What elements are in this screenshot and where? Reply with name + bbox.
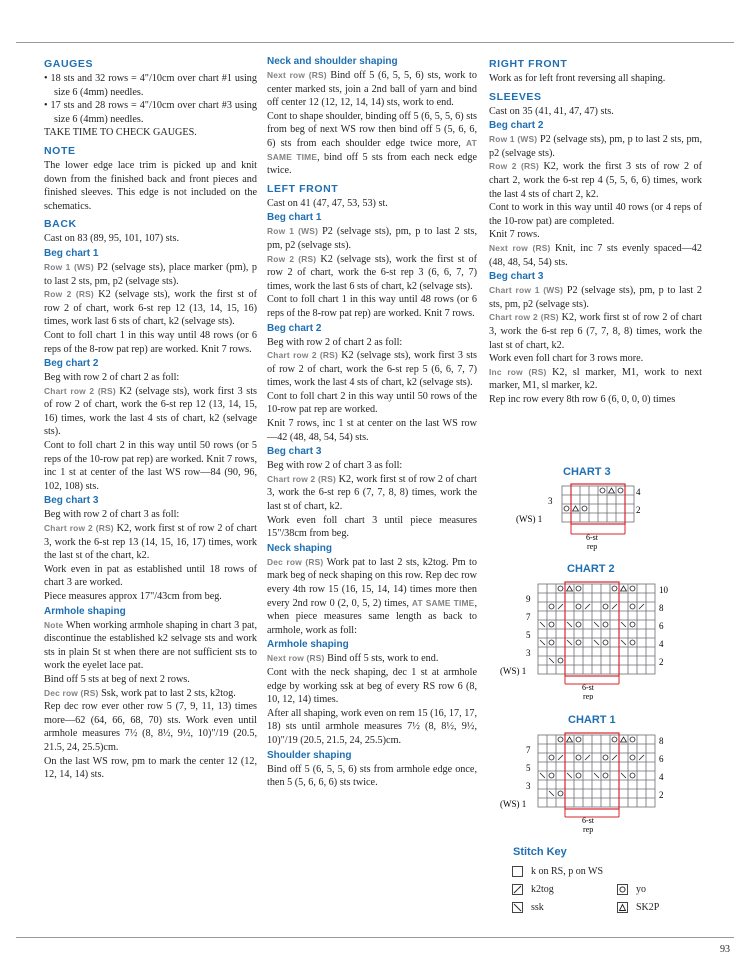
neck-shoulder-heading: Neck and shoulder shaping xyxy=(267,56,398,67)
sl-row1: Row 1 (WS) P2 (selvage sts), pm, p to last 2 sts, pm, p2 (selvage sts). xyxy=(489,134,703,159)
back-heading: BACK xyxy=(44,218,77,231)
lf-neck-heading: Neck shaping xyxy=(267,542,333,554)
gauge-bullet-2: • 17 sts and 28 rows = 4"/10cm over chart #3 using size 6 (4mm) needles. xyxy=(44,100,257,125)
note-heading: NOTE xyxy=(44,144,76,157)
back-bind-off: Bind off 5 sts at beg of next 2 rows. xyxy=(44,673,190,685)
chart1-row-label-8: 8 xyxy=(659,736,664,746)
back-dec-row: Dec row (RS) Ssk, work pat to last 2 sts, k2tog. xyxy=(44,687,236,699)
lf-armhole-next: Next row (RS) Bind off 5 sts, work to end. xyxy=(267,653,439,665)
chart2-row-label-5: 5 xyxy=(526,630,531,640)
chart2-row-label-9: 9 xyxy=(526,594,531,604)
sl-chart-row2: Chart row 2 (RS) K2, work first st of row 2 of chart 3, work the 6-st rep 6 (7, 7, 8, 8) times, work the last st of chart, k2. xyxy=(489,312,702,351)
sl-next-row: Next row (RS) Knit, inc 7 sts evenly spaced—42 (48, 48, 54, 54) sts. xyxy=(489,242,702,268)
key-label-k2tog: k2tog xyxy=(531,884,554,895)
chart2-rep-label-2: rep xyxy=(583,692,594,700)
chart3-rep-label: 6-st xyxy=(586,533,598,542)
lf-beg-row2: Beg with row 2 of chart 2 as foll: xyxy=(267,336,403,348)
back-rep-dec: Rep dec row ever other row 5 (7, 9, 11, 13) times more—62 (64, 66, 68, 70) sts. Work even until armhole measures 7½ (8, 8½, 9½, 10)"/19 (20.5, 21.5, 24, 25.5)cm. xyxy=(44,701,257,753)
chart2-grid xyxy=(538,584,655,674)
chart2-row-label-7: 7 xyxy=(526,612,531,622)
page-number: 93 xyxy=(720,944,730,955)
lf-work-even: Work even foll chart 3 until piece measures 15"/38cm from beg. xyxy=(267,514,477,540)
chart2-row-label-2: 2 xyxy=(659,657,664,667)
chart2-row-label-4: 4 xyxy=(659,639,664,649)
chart1-row-label-3: 3 xyxy=(526,781,531,791)
gauge-bullet-1: • 18 sts and 32 rows = 4"/10cm over chart #1 using size 6 (4mm) needles. xyxy=(44,73,257,98)
lf-cast-on: Cast on 41 (47, 47, 53, 53) st. xyxy=(267,197,388,209)
check-gauges: TAKE TIME TO CHECK GAUGES. xyxy=(44,127,197,139)
lf-dec-row: Dec row (RS) Work pat to last 2 sts, k2tog. Pm to mark beg of neck shaping on this row. Rep dec row every 4th row 15 (16, 15, 14, 14) times more then every 2nd row 0 (2, 0, 5, 2) times, AT SAME TIME, when piece measures same length as back to armhole, work as foll: xyxy=(267,556,477,636)
key-item-yo xyxy=(617,884,646,895)
chart3-graphic xyxy=(508,482,668,552)
lf-shoulder-heading: Shoulder shaping xyxy=(267,749,352,761)
back-armhole-heading: Armhole shaping xyxy=(44,605,126,617)
sl-beg-chart3: Beg chart 3 xyxy=(489,271,544,283)
back-armhole-note: Note When working armhole shaping in chart 3 pat, discontinue the established k2 selvage sts and work sts in plain St st when there are not sufficient sts to work the eyelet lace pat. xyxy=(44,619,257,672)
back-row2: Row 2 (RS) K2 (selvage sts), work the first st of row 2 of chart, work 6-st rep 12 (13, 14, 15, 16) times, work last 6 sts of chart, k2 (selvage sts). xyxy=(44,289,257,328)
chart1-row-label-7: 7 xyxy=(526,745,531,755)
column-3 xyxy=(489,55,702,406)
key-label-sk2p: SK2P xyxy=(636,902,660,913)
chart1-graphic xyxy=(498,731,678,836)
back-neck-next-row: Next row (RS) Bind off 5 (6, 5, 5, 6) sts, work to center marked sts, join a 2nd ball of yarn and bind off center 12 (12, 12, 14, 14) sts, work to end. xyxy=(267,70,477,109)
back-cont2: Cont to foll chart 2 in this way until 50 rows (or 5 reps of the 10-row pat rep) are worked. Knit 7 rows, inc 1 st at center of the last WS row—84 (90, 96, 102, 108) sts. xyxy=(44,440,257,492)
chart2-graphic xyxy=(498,580,678,700)
chart3-row-label-3: 3 xyxy=(548,496,553,506)
lf-shoulder-text: Bind off 5 (6, 5, 5, 6) sts from armhole edge once, then 5 (5, 6, 6, 6) sts twice. xyxy=(267,763,477,789)
ssk-icon xyxy=(512,902,523,913)
chart3-row-label-4: 4 xyxy=(636,487,641,497)
chart2-rep-label: 6-st xyxy=(582,683,594,692)
chart1-row-label-6: 6 xyxy=(659,754,664,764)
back-beg-chart2: Beg chart 2 xyxy=(44,358,99,370)
lf-cont-neck: Cont with the neck shaping, dec 1 st at armhole edge by working ssk at beg of every RS row 6 (8, 10, 12, 14) times. xyxy=(267,666,477,706)
chart2-row-label-6: 6 xyxy=(659,621,664,631)
sleeves-heading: SLEEVES xyxy=(489,90,542,103)
sl-row2: Row 2 (RS) K2, work the first 3 sts of row 2 of chart 2, work the 6-st rep 4 (5, 5, 6, 6) times, work the last 4 sts of chart 2, k2. xyxy=(489,161,702,200)
chart3-title: CHART 3 xyxy=(563,466,611,478)
back-cont-shoulder: Cont to shape shoulder, binding off 5 (6, 5, 5, 6) sts from beg of next WS row then bind off 5 (5, 6, 6, 6) sts from each shoulder edge twice more, AT SAME TIME, bind off 5 sts from each neck edge twice. xyxy=(267,110,477,177)
lf-beg-row3: Beg with row 2 of chart 3 as foll: xyxy=(267,460,403,472)
chart3-rep-label-2: rep xyxy=(587,542,598,551)
lf-cont1: Cont to foll chart 1 in this way until 48 rows (or 6 reps of the 8-row pat rep) are worked. Knit 7 rows. xyxy=(267,294,477,319)
top-rule xyxy=(16,42,734,43)
key-label-knit: k on RS, p on WS xyxy=(531,866,604,877)
lf-beg-chart2: Beg chart 2 xyxy=(267,322,322,334)
chart2-row-label-1: (WS) 1 xyxy=(500,666,527,676)
chart1-title: CHART 1 xyxy=(568,714,616,726)
chart1-row-label-4: 4 xyxy=(659,772,664,782)
sl-work-even: Work even foll chart for 3 rows more. xyxy=(489,353,644,365)
back-beg-chart3: Beg chart 3 xyxy=(44,495,99,507)
sl-knit7: Knit 7 rows. xyxy=(489,229,540,241)
sl-rep-inc: Rep inc row every 8th row 6 (6, 0, 0, 0) times xyxy=(489,393,676,405)
sl-beg-chart2: Beg chart 2 xyxy=(489,120,544,132)
chart2-row-label-3: 3 xyxy=(526,648,531,658)
lf-beg-chart1: Beg chart 1 xyxy=(267,212,322,224)
chart2-row-label-8: 8 xyxy=(659,603,664,613)
empty-square-icon xyxy=(512,866,523,877)
sk2p-icon xyxy=(617,902,628,913)
back-piece-measures: Piece measures approx 17"/43cm from beg. xyxy=(44,591,222,602)
bottom-rule xyxy=(16,937,734,938)
left-front-heading: LEFT FRONT xyxy=(267,182,339,195)
key-item-k2tog xyxy=(512,884,554,895)
back-cont1: Cont to foll chart 1 in this way until 48 rows (or 6 reps of the 8-row pat rep) are worked. Knit 7 rows. xyxy=(44,329,257,355)
sl-cast-on: Cast on 35 (41, 41, 47, 47) sts. xyxy=(489,105,614,117)
back-beg-row2: Beg with row 2 of chart 2 as foll: xyxy=(44,372,180,384)
sl-inc-row: Inc row (RS) K2, sl marker, M1, work to next marker, M1, sl marker, k2. xyxy=(489,366,702,392)
lf-after-all: After all shaping, work even on rem 15 (16, 17, 17, 18) sts until armhole measures 7½ (8, 8½, 9½, 10)"/19 (20.5, 21.5, 24, 25.5)cm. xyxy=(267,707,477,746)
chart3-row-label-2: 2 xyxy=(636,505,641,515)
key-item-knit xyxy=(512,866,603,877)
chart3-row-label-1: (WS) 1 xyxy=(516,514,543,524)
sl-chart-row1: Chart row 1 (WS) P2 (selvage sts), pm, p to last 2 sts, pm, p2 (selvage sts). xyxy=(489,285,702,310)
lf-row2: Row 2 (RS) K2 (selvage sts), work the first st of row 2 of chart, work the 6-st rep 3 (6, 6, 7, 7) times, work the last 6 sts of chart, k2 (selvage sts). xyxy=(267,253,478,292)
back-chart3-row2: Chart row 2 (RS) K2, work first st of row 2 of chart 3, work the 6-st rep 13 (14, 15, 16, 17) times, work the last st of the chart, k2. xyxy=(44,523,257,562)
back-chart2-row2: Chart row 2 (RS) K2 (selvage sts), work first 3 sts of row 2 of chart, work the 6-st rep 12 (13, 14, 15, 16) times, work the last 4 sts of chart, k2 (selvage sts). xyxy=(44,385,258,438)
lf-chart3-row2: Chart row 2 (RS) K2, work first st of row 2 of chart 3, work the 6-st rep 6 (7, 7, 8, 8) times, work the last st of chart, k2. xyxy=(267,473,477,513)
sl-cont: Cont to work in this way until 40 rows (or 4 reps of the 10-row pat) are completed. xyxy=(489,202,702,227)
chart1-row-label-1: (WS) 1 xyxy=(500,799,527,809)
lf-knit7: Knit 7 rows, inc 1 st at center on the last WS row—42 (48, 48, 54, 54) sts. xyxy=(267,418,477,443)
key-item-ssk xyxy=(512,902,544,913)
lf-chart2-row2: Chart row 2 (RS) K2 (selvage sts), work first 3 sts of row 2 of chart, work the 6-st rep 5 (6, 6, 7, 7) times, work the last 4 sts of chart, k2 (selvage sts). xyxy=(267,350,478,389)
back-beg-row3: Beg with row 2 of chart 3 as foll: xyxy=(44,509,180,521)
back-cast-on: Cast on 83 (89, 95, 101, 107) sts. xyxy=(44,233,179,245)
back-row1: Row 1 (WS) P2 (selvage sts), place marker (pm), p to last 2 sts, pm, p2 (selvage sts). xyxy=(44,261,257,287)
column-1 xyxy=(44,55,257,782)
lf-armhole-heading: Armhole shaping xyxy=(267,639,349,651)
column-2 xyxy=(267,55,477,790)
chart1-rep-label-2: rep xyxy=(583,825,594,834)
back-beg-chart1: Beg chart 1 xyxy=(44,247,99,259)
k2tog-icon xyxy=(512,884,523,895)
chart2-title: CHART 2 xyxy=(567,563,615,575)
chart1-row-label-2: 2 xyxy=(659,790,664,800)
back-work-even: Work even in pat as established until 18 rows of chart 3 are worked. xyxy=(44,563,257,589)
chart3-symbols xyxy=(564,488,623,511)
lf-beg-chart3: Beg chart 3 xyxy=(267,446,322,458)
lf-cont2: Cont to foll chart 2 in this way until 50 rows of the 10-row pat rep are worked. xyxy=(267,390,477,416)
key-item-sk2p xyxy=(617,902,659,913)
note-text: The lower edge lace trim is picked up and knit down from the finished back and front pieces and finished sleeves. This edge is not included on the schematics. xyxy=(44,159,257,212)
yo-icon xyxy=(617,884,628,895)
chart1-grid xyxy=(538,735,655,807)
chart2-row-label-10: 10 xyxy=(659,585,668,595)
chart1-row-label-5: 5 xyxy=(526,763,531,773)
key-label-yo: yo xyxy=(636,884,646,895)
lf-row1: Row 1 (WS) P2 (selvage sts), pm, p to last 2 sts, pm, p2 (selvage sts). xyxy=(267,226,478,251)
key-label-ssk: ssk xyxy=(531,902,544,913)
chart1-rep-label: 6-st xyxy=(582,816,594,825)
rf-text: Work as for left front reversing all shaping. xyxy=(489,73,666,84)
gauges-heading: GAUGES xyxy=(44,58,94,70)
stitch-key-title: Stitch Key xyxy=(513,846,567,858)
right-front-heading: RIGHT FRONT xyxy=(489,58,568,70)
back-last-ws: On the last WS row, pm to mark the center 12 (12, 12, 14, 14) sts. xyxy=(44,755,257,781)
